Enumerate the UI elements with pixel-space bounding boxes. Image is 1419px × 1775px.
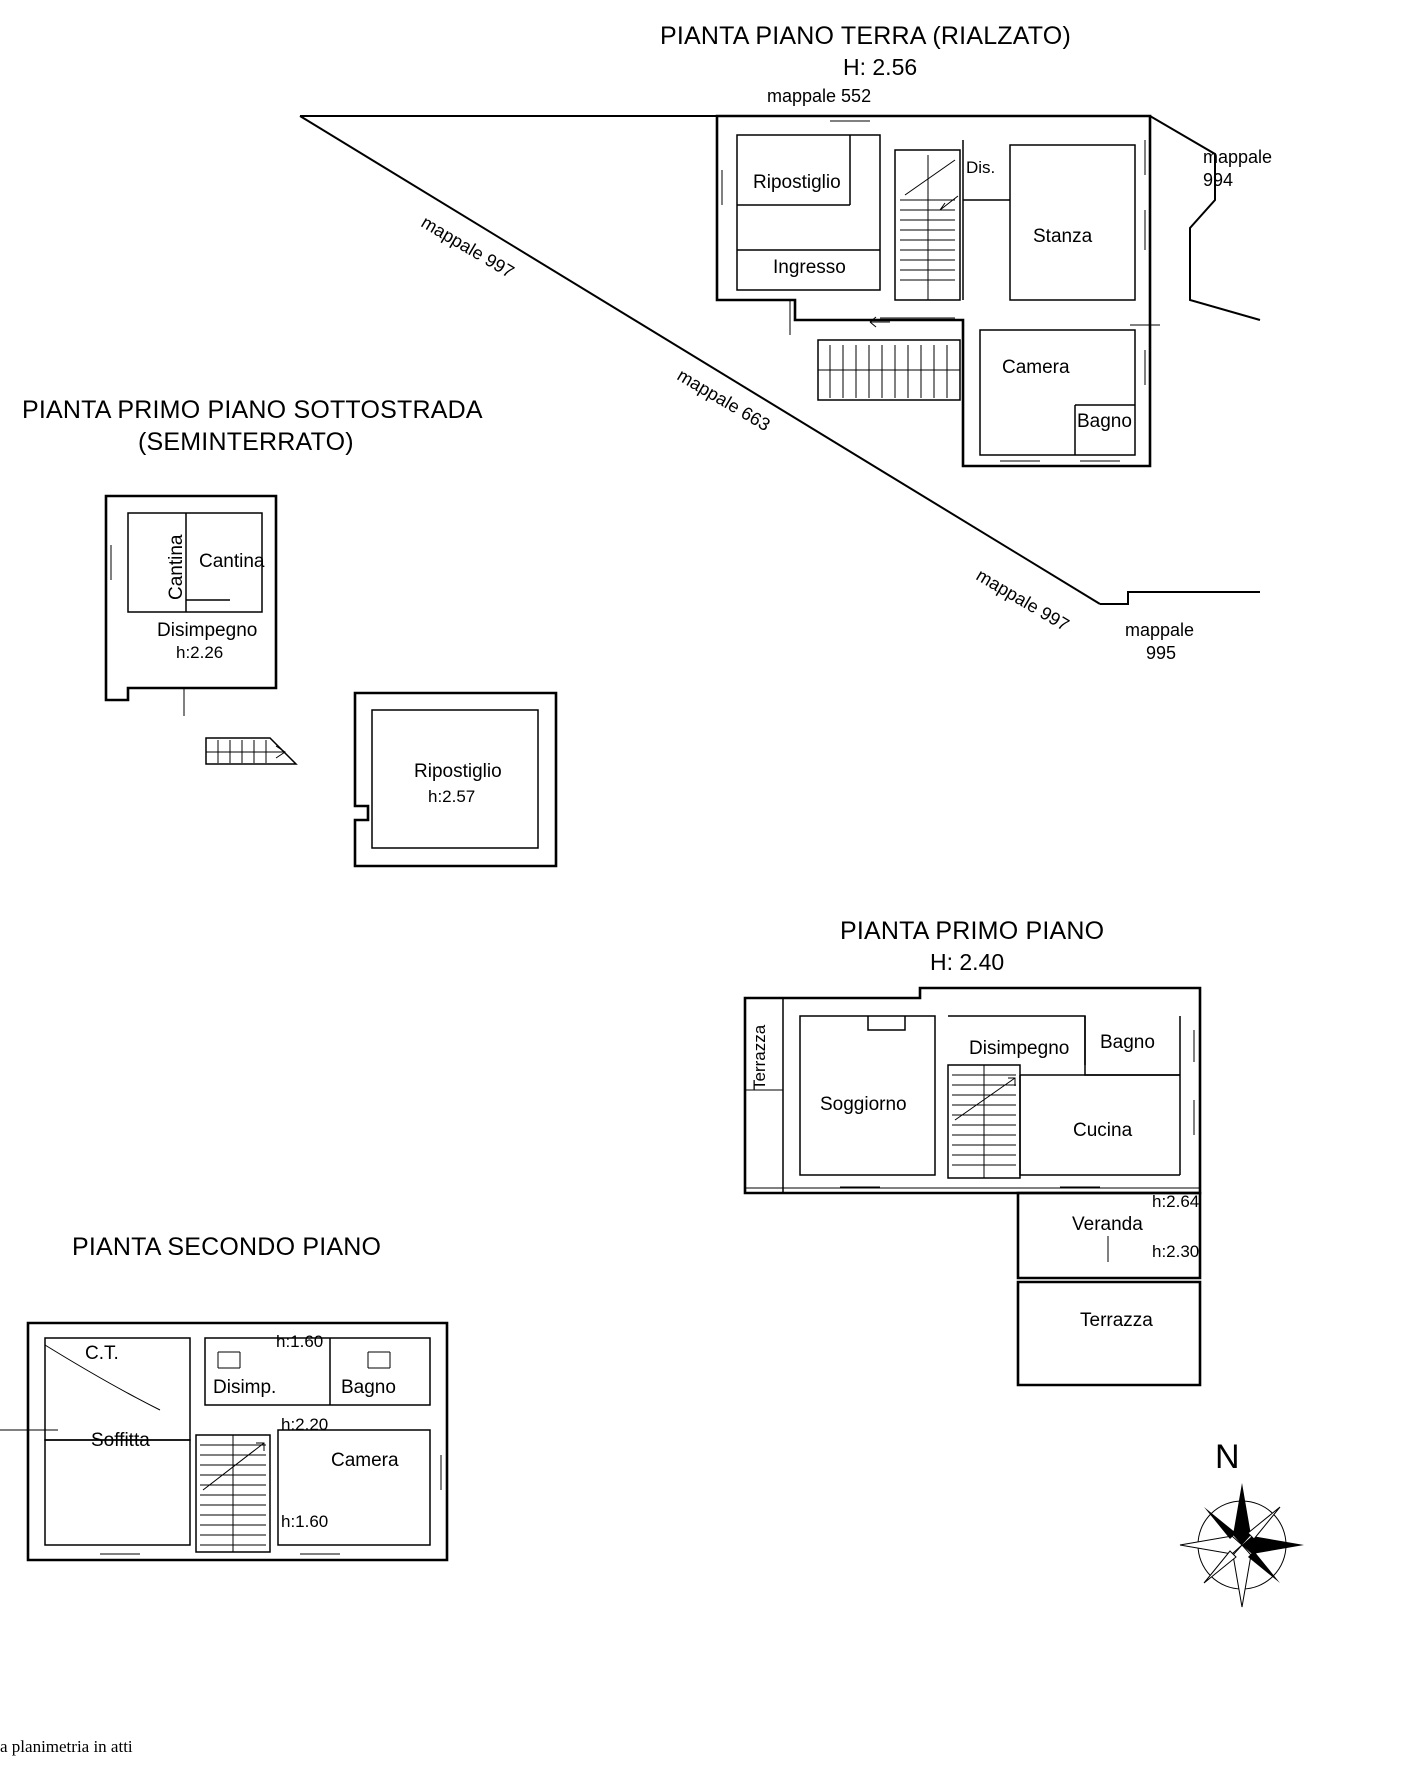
parcel-label-997-lower: mappale 997 [972,565,1073,636]
room-label-cantina-left: Cantina [166,534,187,600]
room-label-bagno-p1: Bagno [1100,1032,1155,1053]
plan-title-piano-terra: PIANTA PIANO TERRA (RIALZATO) [660,22,1071,50]
room-label-stanza: Stanza [1033,226,1093,247]
room-label-soffitta: Soffitta [91,1430,150,1451]
room-height-disimpegno-semi: h:2.26 [176,643,224,662]
parcel-label-994-line1: mappale [1203,147,1273,167]
parcel-label-552: mappale 552 [767,86,872,106]
plan-title-secondo-piano: PIANTA SECONDO PIANO [72,1233,382,1261]
parcel-label-995-line1: mappale [1125,620,1195,640]
bagno-height-p2: h:1.60 [276,1332,324,1351]
room-height-ripostiglio-semi: h:2.57 [428,787,476,806]
room-label-ct: C.T. [85,1343,119,1364]
room-label-terrazza-lower: Terrazza [1080,1310,1153,1331]
room-label-veranda: Veranda [1072,1214,1143,1235]
room-label-disimp: Disimp. [213,1377,277,1398]
camera-height-bottom: h:1.60 [281,1512,329,1531]
plan-height-primo-piano: H: 2.40 [930,949,1005,975]
parcel-label-997-upper: mappale 997 [417,212,518,283]
room-label-terrazza-side: Terrazza [750,1024,769,1090]
room-label-cucina: Cucina [1073,1120,1133,1141]
room-label-camera-p2: Camera [331,1450,399,1471]
room-label-ripostiglio-pt: Ripostiglio [753,172,841,193]
room-label-disimpegno-semi: Disimpegno [157,620,258,641]
room-label-ingresso: Ingresso [773,257,846,278]
room-label-soggiorno: Soggiorno [820,1094,907,1115]
parcel-label-994-line2: 994 [1203,170,1234,190]
veranda-height-top: h:2.64 [1152,1192,1200,1211]
room-label-ripostiglio-semi: Ripostiglio [414,761,502,782]
room-label-bagno-pt: Bagno [1077,411,1132,432]
room-label-dis: Dis. [966,158,996,177]
compass-label-north: N [1215,1438,1240,1476]
room-label-cantina-right: Cantina [199,551,265,572]
plan-title-primo-piano: PIANTA PRIMO PIANO [840,917,1105,945]
plan-title-seminterrato-line2: (SEMINTERRATO) [138,428,354,456]
room-label-disimpegno-p1: Disimpegno [969,1038,1070,1059]
veranda-height-bottom: h:2.30 [1152,1242,1200,1261]
camera-height-top: h:2.20 [281,1415,329,1434]
plan-title-seminterrato-line1: PIANTA PRIMO PIANO SOTTOSTRADA [22,396,483,424]
parcel-label-663: mappale 663 [673,365,774,436]
room-label-bagno-p2: Bagno [341,1377,396,1398]
plan-height-piano-terra: H: 2.56 [843,54,918,80]
footnote-text: a planimetria in atti [0,1737,133,1756]
room-label-camera-pt: Camera [1002,357,1070,378]
parcel-label-995-line2: 995 [1146,643,1177,663]
